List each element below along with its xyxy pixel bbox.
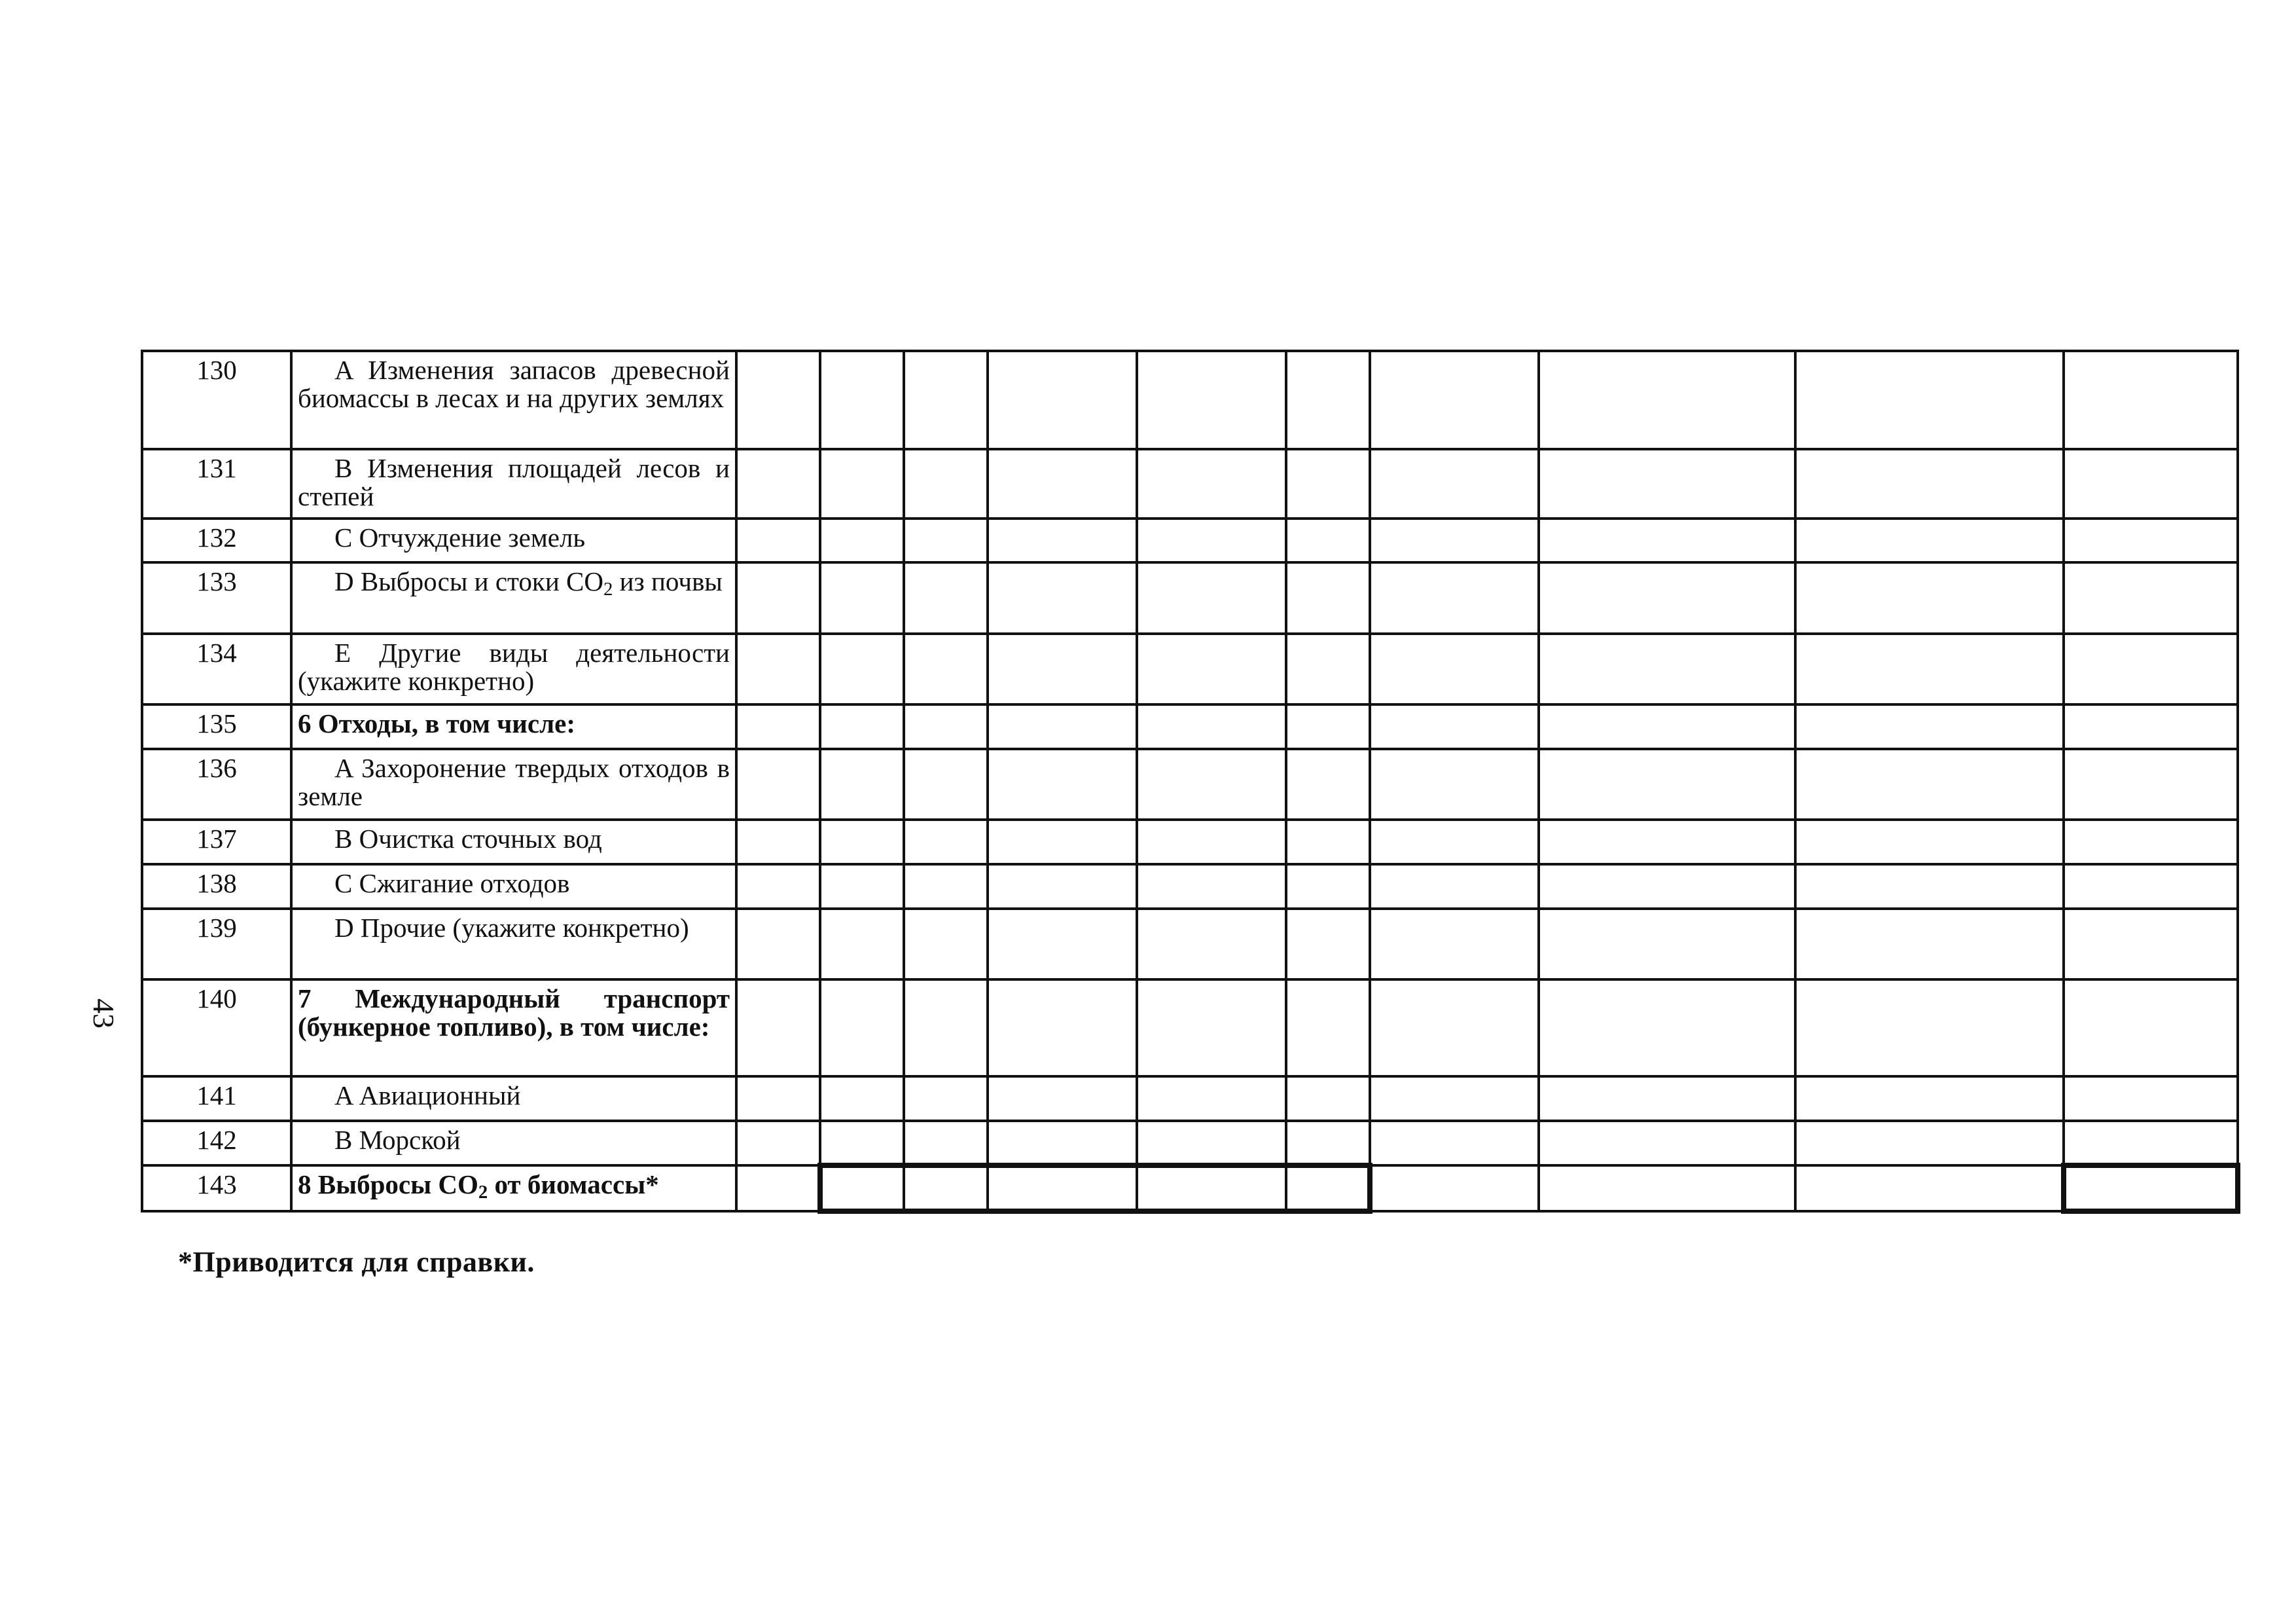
value-cell[interactable] xyxy=(1286,704,1370,749)
value-cell[interactable] xyxy=(1137,562,1286,634)
value-cell[interactable] xyxy=(1795,749,2064,820)
value-cell[interactable] xyxy=(2064,864,2238,909)
emissions-table xyxy=(141,350,2240,1214)
value-cell[interactable] xyxy=(1370,749,1539,820)
row-label: B Очистка сточных вод xyxy=(291,820,736,864)
value-cell[interactable] xyxy=(904,749,988,820)
value-cell[interactable] xyxy=(988,562,1137,634)
value-cell[interactable] xyxy=(820,634,904,704)
value-cell[interactable] xyxy=(2064,1121,2238,1165)
value-cell[interactable] xyxy=(1539,1121,1795,1165)
row-number: 131 xyxy=(142,449,291,519)
value-cell[interactable] xyxy=(1539,562,1795,634)
row-label: 6 Отходы, в том числе: xyxy=(291,704,736,749)
table-row xyxy=(142,562,2238,634)
value-cell[interactable] xyxy=(988,979,1137,1076)
value-cell[interactable] xyxy=(904,634,988,704)
value-cell[interactable] xyxy=(820,1165,904,1211)
value-cell[interactable] xyxy=(820,519,904,562)
value-cell[interactable] xyxy=(1370,704,1539,749)
value-cell[interactable] xyxy=(2064,562,2238,634)
row-number: 143 xyxy=(142,1165,291,1211)
value-cell[interactable] xyxy=(1370,1076,1539,1121)
row-number: 133 xyxy=(142,562,291,634)
row-label-text: 8 Выбросы CO xyxy=(298,1169,478,1199)
value-cell[interactable] xyxy=(736,864,820,909)
value-cell[interactable] xyxy=(904,1121,988,1165)
value-cell[interactable] xyxy=(1286,351,1370,449)
table-body xyxy=(142,351,2238,1211)
value-cell[interactable] xyxy=(1137,909,1286,979)
row-label: B Морской xyxy=(291,1121,736,1165)
value-cell[interactable] xyxy=(1286,909,1370,979)
value-cell[interactable] xyxy=(1795,449,2064,519)
value-cell[interactable] xyxy=(988,909,1137,979)
value-cell[interactable] xyxy=(1795,864,2064,909)
row-number: 141 xyxy=(142,1076,291,1121)
value-cell[interactable] xyxy=(736,1121,820,1165)
value-cell[interactable] xyxy=(736,909,820,979)
row-label: D Прочие (укажите конкретно) xyxy=(291,909,736,979)
value-cell[interactable] xyxy=(1137,449,1286,519)
value-cell[interactable] xyxy=(1370,979,1539,1076)
table-row xyxy=(142,704,2238,749)
value-cell[interactable] xyxy=(1137,1076,1286,1121)
value-cell[interactable] xyxy=(1370,1121,1539,1165)
value-cell[interactable] xyxy=(1539,749,1795,820)
table-row xyxy=(142,634,2238,704)
value-cell[interactable] xyxy=(1370,1165,1539,1211)
value-cell[interactable] xyxy=(820,979,904,1076)
value-cell[interactable] xyxy=(736,1165,820,1211)
table-row xyxy=(142,979,2238,1076)
value-cell[interactable] xyxy=(904,519,988,562)
value-cell[interactable] xyxy=(736,449,820,519)
value-cell[interactable] xyxy=(736,979,820,1076)
value-cell[interactable] xyxy=(1286,820,1370,864)
value-cell[interactable] xyxy=(2064,519,2238,562)
row-number: 135 xyxy=(142,704,291,749)
row-number: 136 xyxy=(142,749,291,820)
value-cell[interactable] xyxy=(2064,1165,2238,1211)
row-label-text: из почвы xyxy=(613,566,723,596)
table-row xyxy=(142,909,2238,979)
value-cell[interactable] xyxy=(1539,909,1795,979)
row-label: E Другие виды деятельности (укажите конкретно) xyxy=(291,634,736,704)
row-label: A Изменения запасов древесной биомассы в лесах и на других землях xyxy=(291,351,736,449)
value-cell[interactable] xyxy=(988,820,1137,864)
value-cell[interactable] xyxy=(1137,864,1286,909)
row-number: 142 xyxy=(142,1121,291,1165)
value-cell[interactable] xyxy=(1795,634,2064,704)
value-cell[interactable] xyxy=(1795,704,2064,749)
table-row xyxy=(142,1076,2238,1121)
row-label: B Изменения площадей лесов и степей xyxy=(291,449,736,519)
table-row xyxy=(142,519,2238,562)
value-cell[interactable] xyxy=(904,449,988,519)
table-row xyxy=(142,449,2238,519)
value-cell[interactable] xyxy=(988,1165,1137,1211)
value-cell[interactable] xyxy=(1286,1076,1370,1121)
value-cell[interactable] xyxy=(736,704,820,749)
value-cell[interactable] xyxy=(2064,634,2238,704)
value-cell[interactable] xyxy=(1370,519,1539,562)
footnote: *Приводится для справки. xyxy=(178,1246,535,1278)
value-cell[interactable] xyxy=(988,864,1137,909)
value-cell[interactable] xyxy=(1795,519,2064,562)
value-cell[interactable] xyxy=(820,704,904,749)
table-row xyxy=(142,1121,2238,1165)
value-cell[interactable] xyxy=(1539,820,1795,864)
value-cell[interactable] xyxy=(904,820,988,864)
value-cell[interactable] xyxy=(1370,864,1539,909)
value-cell[interactable] xyxy=(988,449,1137,519)
value-cell[interactable] xyxy=(736,634,820,704)
value-cell[interactable] xyxy=(904,562,988,634)
table-row xyxy=(142,864,2238,909)
value-cell[interactable] xyxy=(1539,704,1795,749)
value-cell[interactable] xyxy=(2064,749,2238,820)
value-cell[interactable] xyxy=(904,704,988,749)
row-number: 132 xyxy=(142,519,291,562)
value-cell[interactable] xyxy=(1286,749,1370,820)
value-cell[interactable] xyxy=(1795,979,2064,1076)
value-cell[interactable] xyxy=(988,749,1137,820)
row-label-text: от биомассы* xyxy=(488,1169,659,1199)
value-cell[interactable] xyxy=(1795,820,2064,864)
value-cell[interactable] xyxy=(1370,820,1539,864)
value-cell[interactable] xyxy=(988,704,1137,749)
value-cell[interactable] xyxy=(1286,634,1370,704)
value-cell[interactable] xyxy=(820,1076,904,1121)
row-number: 137 xyxy=(142,820,291,864)
value-cell[interactable] xyxy=(1539,449,1795,519)
value-cell[interactable] xyxy=(2064,351,2238,449)
row-label xyxy=(291,1165,736,1211)
row-number: 134 xyxy=(142,634,291,704)
value-cell[interactable] xyxy=(1539,519,1795,562)
row-label: 7 Международный транспорт (бункерное топливо), в том числе: xyxy=(291,979,736,1076)
value-cell[interactable] xyxy=(1137,1165,1286,1211)
table-row xyxy=(142,749,2238,820)
value-cell[interactable] xyxy=(1370,634,1539,704)
value-cell[interactable] xyxy=(736,1076,820,1121)
value-cell[interactable] xyxy=(988,1121,1137,1165)
value-cell[interactable] xyxy=(820,351,904,449)
value-cell[interactable] xyxy=(820,562,904,634)
value-cell[interactable] xyxy=(1539,1165,1795,1211)
value-cell[interactable] xyxy=(1137,1121,1286,1165)
value-cell[interactable] xyxy=(1286,864,1370,909)
row-label: C Отчуждение земель xyxy=(291,519,736,562)
value-cell[interactable] xyxy=(820,820,904,864)
value-cell[interactable] xyxy=(1795,1121,2064,1165)
row-label-text: D Выбросы и стоки CO xyxy=(334,566,603,596)
value-cell[interactable] xyxy=(904,1076,988,1121)
value-cell[interactable] xyxy=(2064,1076,2238,1121)
value-cell[interactable] xyxy=(736,351,820,449)
value-cell[interactable] xyxy=(1539,634,1795,704)
value-cell[interactable] xyxy=(1286,1121,1370,1165)
row-number: 139 xyxy=(142,909,291,979)
value-cell[interactable] xyxy=(1137,519,1286,562)
value-cell[interactable] xyxy=(1795,351,2064,449)
value-cell[interactable] xyxy=(2064,979,2238,1076)
row-label xyxy=(291,562,736,634)
value-cell[interactable] xyxy=(904,351,988,449)
value-cell[interactable] xyxy=(820,449,904,519)
value-cell[interactable] xyxy=(1286,519,1370,562)
value-cell[interactable] xyxy=(1539,979,1795,1076)
row-number: 138 xyxy=(142,864,291,909)
value-cell[interactable] xyxy=(1137,820,1286,864)
value-cell[interactable] xyxy=(1539,864,1795,909)
value-cell[interactable] xyxy=(1286,979,1370,1076)
value-cell[interactable] xyxy=(1539,1076,1795,1121)
row-label: C Сжигание отходов xyxy=(291,864,736,909)
value-cell[interactable] xyxy=(1795,562,2064,634)
value-cell[interactable] xyxy=(988,351,1137,449)
row-label: A Авиационный xyxy=(291,1076,736,1121)
subscript-text: 2 xyxy=(478,1182,488,1203)
value-cell[interactable] xyxy=(1370,351,1539,449)
subscript-text: 2 xyxy=(603,579,613,600)
value-cell[interactable] xyxy=(1795,1165,2064,1211)
value-cell[interactable] xyxy=(1795,1076,2064,1121)
value-cell[interactable] xyxy=(1286,1165,1370,1211)
value-cell[interactable] xyxy=(736,562,820,634)
value-cell[interactable] xyxy=(1370,562,1539,634)
row-number: 130 xyxy=(142,351,291,449)
table-row xyxy=(142,1165,2238,1211)
value-cell[interactable] xyxy=(1137,351,1286,449)
value-cell[interactable] xyxy=(820,1121,904,1165)
value-cell[interactable] xyxy=(2064,820,2238,864)
value-cell[interactable] xyxy=(988,634,1137,704)
value-cell[interactable] xyxy=(904,1165,988,1211)
value-cell[interactable] xyxy=(988,1076,1137,1121)
row-label: A Захоронение твердых отходов в земле xyxy=(291,749,736,820)
table-row xyxy=(142,351,2238,449)
row-number: 140 xyxy=(142,979,291,1076)
value-cell[interactable] xyxy=(1370,909,1539,979)
value-cell[interactable] xyxy=(904,864,988,909)
value-cell[interactable] xyxy=(1137,634,1286,704)
value-cell[interactable] xyxy=(1137,704,1286,749)
page-number: 43 xyxy=(87,998,120,1029)
value-cell[interactable] xyxy=(904,909,988,979)
value-cell[interactable] xyxy=(820,909,904,979)
value-cell[interactable] xyxy=(1137,749,1286,820)
value-cell[interactable] xyxy=(1137,979,1286,1076)
value-cell[interactable] xyxy=(1795,909,2064,979)
value-cell[interactable] xyxy=(1286,562,1370,634)
value-cell[interactable] xyxy=(2064,704,2238,749)
value-cell[interactable] xyxy=(1539,351,1795,449)
value-cell[interactable] xyxy=(1286,449,1370,519)
table-row xyxy=(142,820,2238,864)
value-cell[interactable] xyxy=(2064,449,2238,519)
value-cell[interactable] xyxy=(736,519,820,562)
value-cell[interactable] xyxy=(1370,449,1539,519)
value-cell[interactable] xyxy=(820,749,904,820)
value-cell[interactable] xyxy=(736,820,820,864)
value-cell[interactable] xyxy=(820,864,904,909)
value-cell[interactable] xyxy=(2064,909,2238,979)
value-cell[interactable] xyxy=(736,749,820,820)
value-cell[interactable] xyxy=(904,979,988,1076)
value-cell[interactable] xyxy=(988,519,1137,562)
